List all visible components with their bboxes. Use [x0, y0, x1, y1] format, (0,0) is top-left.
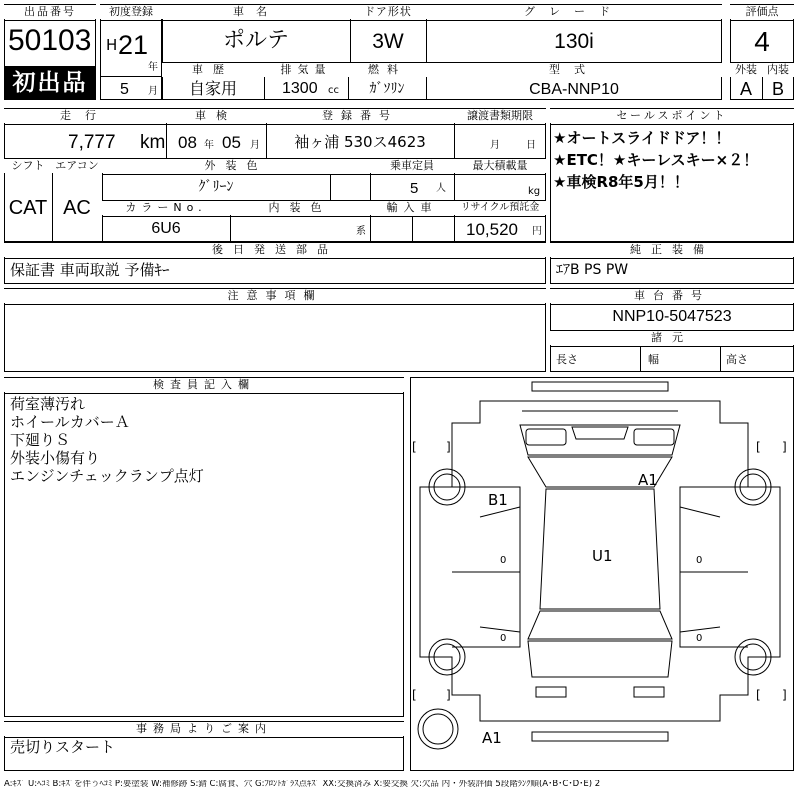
notes-label: 注意事項欄: [4, 289, 546, 303]
vehicle-history: 自家用: [188, 79, 237, 98]
shift-label: シフト: [4, 159, 52, 173]
yen-unit: 円: [532, 226, 542, 237]
bracket-open: [: [756, 688, 761, 702]
registration-number: 袖ヶ浦 530ス4623: [294, 133, 426, 151]
capacity-label: 乗車定員: [370, 159, 454, 173]
inspection-year: 08: [178, 133, 197, 152]
interior-color-unit: 系: [356, 226, 366, 237]
air-conditioning: AC: [63, 197, 91, 219]
fuel: ｶﾞｿﾘﾝ: [369, 81, 405, 97]
damage-mark-a1-rear: A1: [482, 729, 502, 747]
chassis-label: 車台番号: [550, 289, 794, 303]
first-reg-year: 21: [118, 30, 149, 60]
exterior-color: ｸﾞﾘｰﾝ: [198, 179, 234, 195]
km-unit: km: [140, 132, 166, 153]
first-reg-month: 5: [120, 81, 129, 98]
bracket-close: ]: [782, 440, 787, 454]
displacement: 1300: [282, 80, 318, 97]
inspector-note: 外装小傷有り: [10, 449, 101, 467]
lot-number-label: 出品番号: [4, 5, 96, 19]
max-load-label: 最大積載量: [454, 159, 546, 173]
door-label: ドア形状: [350, 5, 426, 19]
sales-point-line: ★車検R8年5月！！: [553, 173, 689, 191]
first-listing-badge: 初出品: [4, 66, 96, 100]
interior-grade: B: [771, 79, 784, 99]
later-parts-text: 保証書 車両取説 予備ｷｰ: [10, 261, 170, 279]
damage-mark-b1: B1: [488, 491, 508, 509]
zero-mark: 0: [696, 555, 703, 566]
month-unit: 月: [148, 86, 158, 97]
inspector-label: 検査員記入欄: [4, 378, 404, 392]
bracket-close: ]: [446, 440, 451, 454]
taillight-left: [536, 687, 566, 697]
score: 4: [754, 26, 770, 57]
recycle-fee: 10,520: [466, 220, 518, 239]
length-label: 長さ: [556, 353, 578, 366]
bracket-open: [: [756, 440, 761, 454]
color-number: 6U6: [151, 220, 181, 237]
vehicle-details-box: [4, 108, 546, 242]
headlight-left: [526, 429, 566, 445]
exterior-label: 外装: [730, 63, 762, 77]
bracket-open: [: [412, 688, 417, 702]
equipment-label: 純正装備: [550, 243, 794, 257]
recycle-label: リサイクル預託金: [454, 201, 546, 215]
car-damage-diagram: [410, 377, 791, 771]
exterior-color-label: 外装色: [102, 159, 370, 173]
equipment-text: ｴｱB PS PW: [556, 262, 629, 278]
damage-mark-a1-front: A1: [638, 471, 658, 489]
inspector-note: 下廻りＳ: [10, 431, 71, 449]
bracket-close: ]: [782, 688, 787, 702]
height-label: 高さ: [726, 353, 748, 366]
legend: A:ｷｽﾞ U:ﾍｺﾐ B:ｷｽﾞを伴うﾍｺﾐ P:要塗装 W:補修跡 S:錆 C:腐食、穴 G:ﾌﾛﾝﾄｶﾞﾗｽ点ｷｽﾞ XX:交換済み X:要交換 欠:欠品 内・外装評価 5段階ﾗﾝｸ順(A･B･C･D･E) 2: [4, 780, 601, 789]
bracket-open: [: [412, 440, 417, 454]
transfer-day-unit: 日: [526, 140, 536, 151]
displacement-label: 排気量: [264, 63, 348, 77]
kg-unit: kg: [528, 186, 541, 197]
door-type: 3W: [372, 30, 404, 53]
dimensions-label: 諸元: [550, 331, 794, 345]
rear-hatch: [528, 641, 672, 677]
registration-label: 登録番号: [266, 109, 454, 123]
damage-mark-u1: U1: [592, 547, 613, 565]
mileage-label: 走行: [4, 109, 166, 123]
car-name: ポルテ: [222, 28, 289, 53]
history-label: 車歴: [162, 63, 264, 77]
rear-bumper: [532, 732, 668, 741]
office-label: 事務局よりご案内: [4, 722, 404, 736]
score-label: 評価点: [730, 5, 794, 19]
color-no-label: カラーNo.: [102, 201, 230, 215]
sales-points-label: セールスポイント: [550, 109, 794, 123]
bracket-close: ]: [446, 688, 451, 702]
lot-number: 50103: [8, 24, 92, 57]
first-registration-label: 初度登録: [100, 5, 162, 19]
interior-label: 内装: [762, 63, 794, 77]
inspector-note: エンジンチェックランプ点灯: [10, 467, 204, 485]
sales-point-line: ★ETC！★キーレスキー×２！: [553, 151, 759, 169]
interior-color-label: 内装色: [230, 201, 370, 215]
import-label: 輸入車: [370, 201, 454, 215]
spare-wheel: [418, 709, 458, 749]
grade: 130i: [554, 30, 594, 53]
zero-mark: 0: [500, 633, 507, 644]
transfer-month-unit: 月: [490, 140, 500, 151]
width-label: 幅: [648, 353, 659, 366]
inspector-note: 荷室薄汚れ: [10, 395, 86, 413]
car-name-label: 車名: [162, 5, 350, 19]
taillight-right: [634, 687, 664, 697]
mileage: 7,777: [68, 132, 116, 153]
transfer-deadline-label: 譲渡書類期限: [454, 109, 546, 123]
office-text: 売切りスタート: [10, 738, 116, 756]
inspection-month-unit: 月: [250, 140, 260, 151]
model-label: 型式: [426, 63, 722, 77]
chassis-number: NNP10-5047523: [612, 308, 732, 325]
inspection-label: 車検: [166, 109, 266, 123]
first-reg-era: H: [106, 36, 118, 54]
inspection-month: 05: [222, 133, 241, 152]
later-parts-label: 後日発送部品: [4, 243, 546, 257]
cc-unit: cc: [328, 85, 339, 96]
grade-label: グレード: [426, 5, 722, 19]
zero-mark: 0: [500, 555, 507, 566]
sales-point-line: ★オートスライドドア！！: [553, 129, 731, 147]
front-bumper: [532, 382, 668, 391]
capacity-unit: 人: [436, 183, 446, 194]
year-unit: 年: [148, 62, 158, 73]
ac-label: エアコン: [52, 159, 102, 173]
capacity: 5: [410, 180, 419, 197]
inspector-note: ホイールカバーＡ: [10, 413, 130, 431]
fuel-label: 燃料: [348, 63, 426, 77]
exterior-grade: A: [739, 79, 752, 99]
inspection-year-unit: 年: [204, 140, 214, 151]
shift: CAT: [8, 197, 48, 219]
model-code: CBA-NNP10: [529, 81, 619, 98]
headlight-right: [634, 429, 674, 445]
rear-window: [528, 611, 672, 639]
zero-mark: 0: [696, 633, 703, 644]
